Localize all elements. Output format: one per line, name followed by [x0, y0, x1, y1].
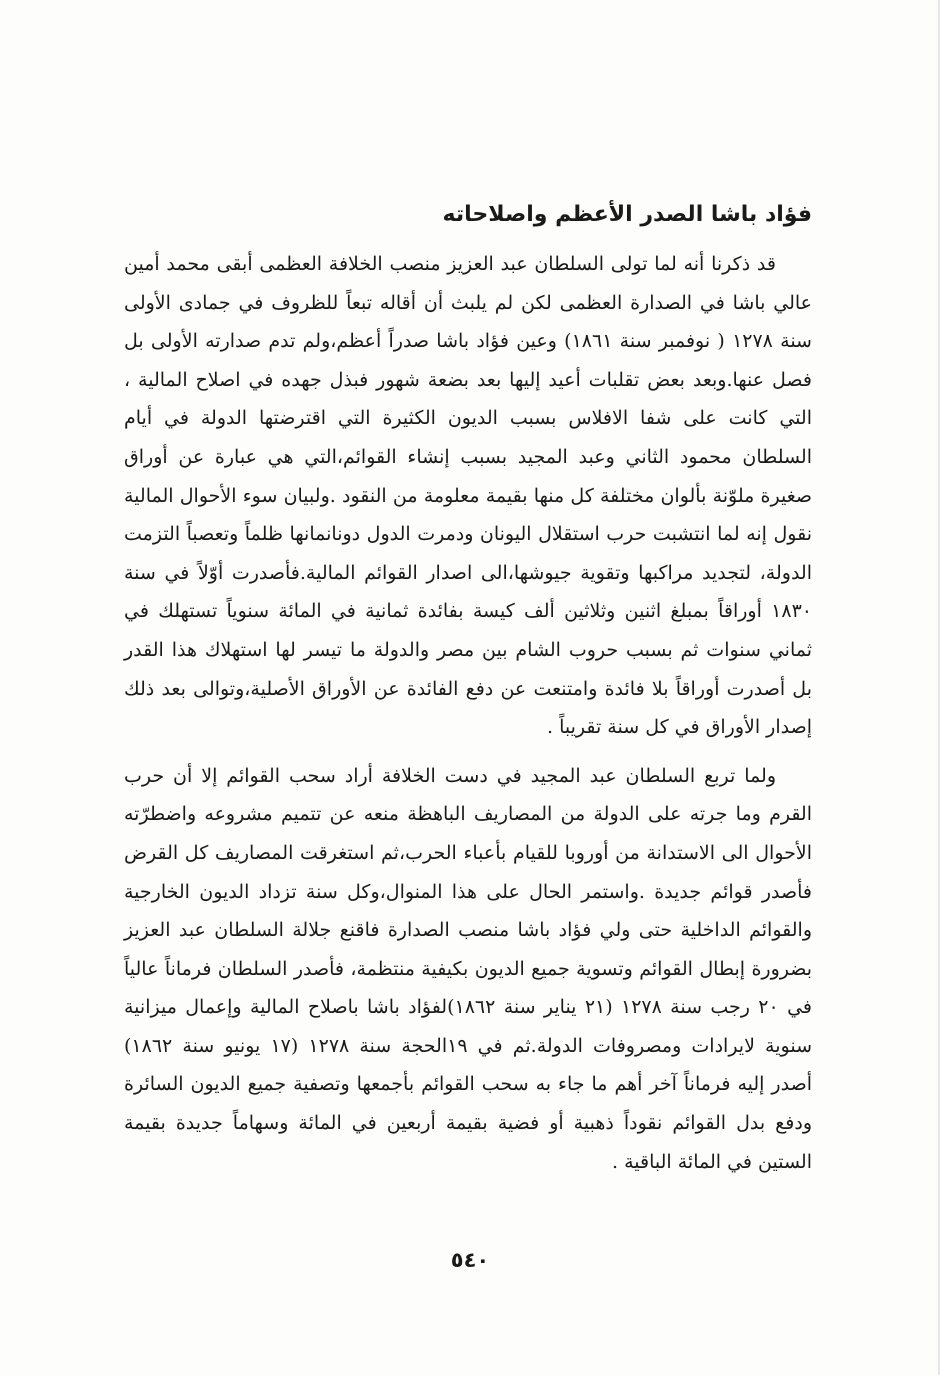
paragraph-1: قد ذكرنا أنه لما تولى السلطان عبد العزيز منصب الخلافة العظمى أبقى محمد أمين عالي باشا في الصدارة العظمى لكن لم يلبث أن أقاله تبعاً للظروف في جمادى الأولى سنة ١٢٧٨ ( نوفمبر سنة ١٨٦١) وعين فؤاد باشا صدراً أعظم،ولم تدم صدارته الأولى بل فصل عنها.وبعد بعض تقلبات أعيد إليها بعد بضعة شهور فبذل جهده في اصلاح المالية ، التي كانت على شفا الافلاس بسبب الديون الكثيرة التي اقترضتها الدولة في أيام السلطان محمود الثاني وعبد المجيد بسبب إنشاء القوائم،التي هي عبارة عن أوراق صغيرة ملوّنة بألوان مختلفة كل منها بقيمة معلومة من النقود .ولبيان سوء الأحوال المالية نقول إنه لما انتشبت حرب استقلال اليونان ودمرت الدول دونانمانها ظلماً وتعصباً التزمت الدولة، لتجديد مراكبها وتقوية جيوشها،الى اصدار القوائم المالية.فأصدرت أوّلاً في سنة ١٨٣٠ أوراقاً بمبلغ اثنين وثلاثين ألف كيسة بفائدة ثمانية في المائة سنوياً تستهلك في ثماني سنوات ثم بسبب حروب الشام بين مصر والدولة ما تيسر لها استهلاك هذا القدر بل أصدرت أوراقاً بلا فائدة وامتنعت عن دفع الفائدة عن الأوراق الأصلية،وتوالى بعد ذلك إصدار الأوراق في كل سنة تقريباً .	[124, 253, 812, 739]
text-block	[124, 195, 812, 1181]
paragraph-2: ولما تربع السلطان عبد المجيد في دست الخلافة أراد سحب القوائم إلا أن حرب القرم وما جرته على الدولة من المصاريف الباهظة منعه عن تتميم مشروعه واضطرّته الأحوال الى الاستدانة من أوروبا للقيام بأعباء الحرب،ثم استغرقت المصاريف كل القرض فأصدر قوائم جديدة .واستمر الحال على هذا المنوال،وكل سنة تزداد الديون الخارجية والقوائم الداخلية حتى ولي فؤاد باشا منصب الصدارة فاقنع جلالة السلطان عبد العزيز بضرورة إبطال القوائم وتسوية جميع الديون بكيفية منتظمة، فأصدر السلطان فرماناً عالياً في ٢٠ رجب سنة ١٢٧٨ (٢١ يناير سنة ١٨٦٢)لفؤاد باشا باصلاح المالية وإعمال ميزانية سنوية لايرادات ومصروفات الدولة.ثم في ١٩الحجة سنة ١٢٧٨ (١٧ يونيو سنة ١٨٦٢) أصدر إليه فرماناً آخر أهم ما جاء به سحب القوائم بأجمعها وتصفية جميع الديون السائرة ودفع بدل القوائم نقوداً ذهبية أو فضية بقيمة أربعين في المائة وسهاماً جديدة بقيمة الستين في المائة الباقية .	[124, 764, 812, 1173]
page-number: ٥٤٠	[450, 1248, 490, 1272]
section-heading: فؤاد باشا الصدر الأعظم واصلاحاته	[442, 202, 812, 227]
